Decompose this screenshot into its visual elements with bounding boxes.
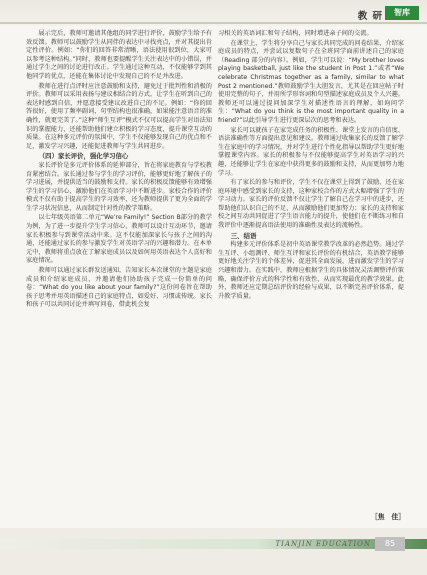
left-column	[26, 30, 212, 311]
page-number: 85	[375, 537, 405, 551]
paragraph: 习相关的英语词汇和句子结构，同时增进亲子间的交流。	[218, 30, 373, 37]
section-tag: 智库	[385, 6, 419, 20]
paragraph: 家长评价是多元评价体系的延伸部分，旨在将家庭教育与学校教育紧密结合。家长通过参与学生的学习评价，能够更好地了解孩子的学习进展，并提供适当的鼓励和支持。家长的积极反馈能够有效增强学生的学习信心，激励他们在英语学习中不断进步。家校合作的评价模式不仅有助于提高学生的学习效率，还为教师提供了更为全面的学生学习状况信息，从而制定针对性的教学策略。	[26, 161, 212, 212]
paragraph: 教师可以通过家长群发送通知，告知家长本次课堂的主题是家庭成员和介绍家庭成员，并邀请他们协助孩子完成一份简单的问卷：“What do you like about your family?”这份问卷旨在帮助孩子思考并用英语描述自己的家庭特点，如爱好、习惯或传统。家长和孩子可以共同讨论并填写问卷，借此机会复	[26, 267, 212, 309]
paragraph: 构建多元评价体系是初中英语课堂教学改革的必然趋势。通过学生互评、小组测评、师生互评和家长评价的有机结合，英语教学能够更好地关注学生的个体差异，促进其全面发展，进而激发学生的学习兴趣和潜力。在实践中，教师应根据学生的具体情况灵活调整评价策略，确保评价方式的科学性和有效性，从而实现最优的教学效果。此外，教师还应定期总结评价的经验与成果，以不断完善评价体系，提升教学质量。	[218, 241, 404, 300]
author-signature: ［焦 佳］	[371, 513, 405, 521]
section-heading: 三、结语	[230, 231, 257, 240]
section-label: 教 研	[357, 11, 383, 22]
paragraph: 展示完后，教师可邀请其他组的同学进行评价，鼓励学生给予有效反馈。教师可以鼓励学生从同伴的表达中寻找亮点，并对其提出肯定性评价。例如：“你们的回答非常清晰，语法使用很到位，大家可以参考这种结构。”同时，教师也要提醒学生关注表达中的小错误，并通过学生之间的讨论进行改正。学生通过这种互动，不仅能够学到其他同学的优点，还能在集体讨论中发现自己的不足并改进。	[26, 30, 212, 80]
journal-name: TIANJIN EDUCATION	[275, 540, 371, 548]
right-column	[218, 30, 404, 302]
section-heading: （四）家长评价，强化学习信心	[38, 152, 129, 161]
paragraph: 在课堂上，学生将分享自己与家长共同完成的问卷结果，介绍家庭成员的特点，并尝试以复数句子在全班同学面前讲述自己的家庭（Reading 部分的内容）。例如，学生可以说：“My brother loves playing basketball, just like the student in Post 1.”或者“We celebrate Christmas together as a family, similar to what Post 2 mentioned.”教师鼓励学生大胆发言，尤其是在回应帖子时使用完整的句子，并用所学形容词和句型描述家庭成员及个人兴趣。教师还可以通过提问加深学生对描述性语言的理解，如询问学生：“What do you think is the most important quality in a friend?”以此引导学生进行更深层次的思考和表达。	[218, 39, 404, 124]
paragraph: 家长可以就孩子在家完成任务的积极性、课堂上发言的自信度、语法准确性等方面提出意见和建议。教师通过收集家长的反馈了解学生在家庭中的学习情况，并对学生进行个性化指导以帮助学生更好地掌握课堂内容。家长的积极参与不仅能够提高学生对英语学习的兴趣，还能够让学生在家庭中获得更多的鼓励和支持，从而更加努力地学习。	[218, 126, 404, 177]
header-ribbon	[0, 22, 427, 24]
paragraph: 教师在进行点评时应注意鼓励和支持，避免过于批判性和消极的评价。教师可以采用表扬与建议相结合的方式，让学生在听到自己的表达时感到自信，并愿意接受建议改进自己的不足。例如：“你的回答很好，使用了频率副词，句型结构也很准确，如果能注意语音的准确性，就更完美了。”这种“师生互评”模式不仅可以提高学生对语法知识的掌握能力，还能帮助他们建立积极的学习态度，提升课堂互动的质量。在这种多元评价的氛围中，学生不仅能够发现自己的优点和不足，激发学习兴趣，还能促进教师与学生共同进步。	[26, 82, 212, 150]
paragraph: 以七年级英语第二单元“We’re Family!” Section B部分的教学为例，为了进一步提升学生学习信心，教师可以设计互动环节，邀请家长积极参与到课堂活动中来。这不仅能加深家长与孩子之间的沟通，还能通过家长的参与激发学生对英语学习的兴趣和潜力。在本单元中，教师将重点放在了解家庭成员以及如何用英语表达个人喜好和家庭情况。	[26, 214, 212, 265]
page-footer	[0, 528, 427, 575]
paragraph: 有了家长的参与和评价，学生不仅在课堂上得到了鼓励，还在家庭环境中感受到家长的支持，这种家校合作的方式大幅增强了学生的学习动力。家长的评价反馈不仅让学生了解自己在学习中的进步，还帮助他们认识自己的不足，从而激励他们更加努力；家长的支持和家校之间互动共同促进了学生语言能力的提升，使他们在不断练习和自我评价中逐渐提高语法使用的准确性及表达的流畅性。	[218, 179, 404, 230]
